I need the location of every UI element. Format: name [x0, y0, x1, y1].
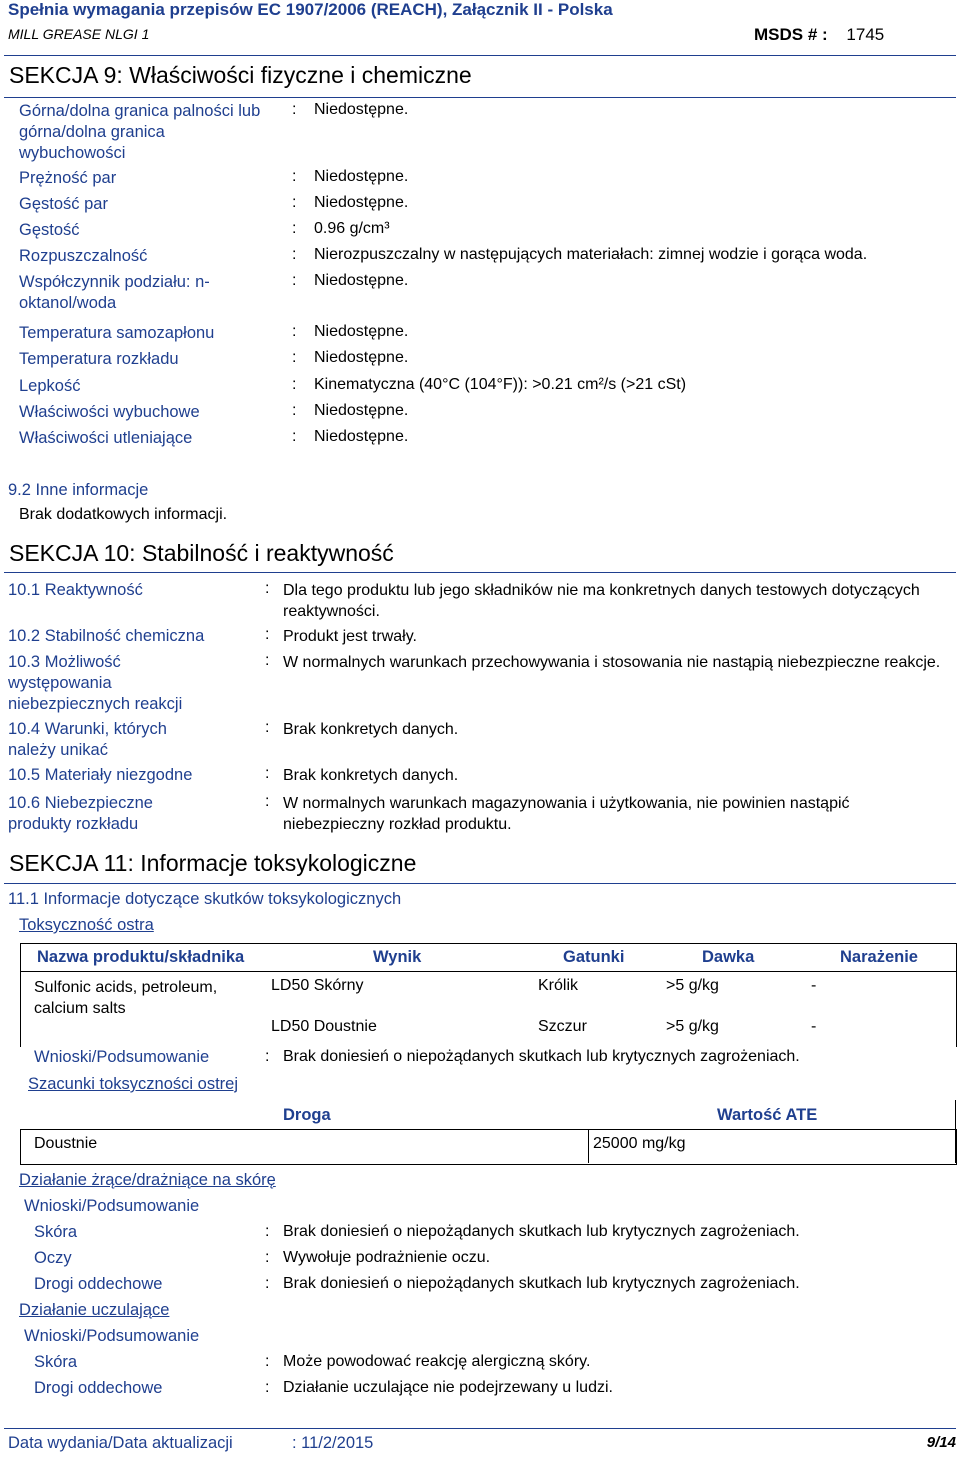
colon: : — [265, 1223, 270, 1240]
effect-label: Skóra — [34, 1223, 78, 1241]
tox-cell-exposure: - — [811, 1018, 817, 1035]
stability-label: 10.1 Reaktywność — [8, 581, 143, 599]
colon: : — [292, 220, 297, 237]
effect-value: Działanie uczulające nie podejrzewany u ludzi. — [283, 1379, 613, 1396]
colon: : — [292, 194, 297, 211]
property-label: Temperatura samozapłonu — [19, 324, 215, 342]
property-label: Właściwości wybuchowe — [19, 403, 200, 421]
ate-header-value: Wartość ATE — [717, 1106, 818, 1124]
msds-number-block — [754, 25, 884, 45]
property-value: Niedostępne. — [314, 349, 409, 366]
tox-header-exposure: Narażenie — [840, 948, 918, 966]
colon: : — [292, 349, 297, 366]
effect-label: Skóra — [34, 1353, 78, 1371]
msds-number: 1745 — [846, 25, 885, 44]
colon: : — [265, 580, 270, 597]
tox-cell-species: Szczur — [538, 1018, 587, 1035]
ate-route: Doustnie — [34, 1135, 98, 1152]
other-info-heading: 9.2 Inne informacje — [8, 481, 149, 499]
tox-header-result: Wynik — [373, 948, 422, 966]
effect-label: Oczy — [34, 1249, 72, 1267]
skin-corrosion-conclusions: Wnioski/Podsumowanie — [24, 1197, 200, 1215]
section10-title: SEKCJA 10: Stabilność i reaktywność — [9, 540, 394, 566]
property-value: Niedostępne. — [314, 428, 409, 445]
tox-header-name: Nazwa produktu/składnika — [37, 948, 245, 966]
colon: : — [292, 101, 297, 118]
stability-label: 10.4 Warunki, których należy unikać — [8, 720, 167, 759]
tox-cell-result: LD50 Skórny — [271, 977, 364, 994]
effect-value: Może powodować reakcję alergiczną skóry. — [283, 1353, 591, 1370]
tox-cell-species: Królik — [538, 977, 579, 994]
footer-rule — [4, 1428, 956, 1429]
effect-value: Brak doniesień o niepożądanych skutkach lub krytycznych zagrożeniach. — [283, 1275, 800, 1292]
property-value: Niedostępne. — [314, 402, 409, 419]
ate-label: Szacunki toksyczności ostrej — [28, 1075, 238, 1093]
colon: : — [265, 1048, 270, 1065]
stability-value: Brak konkretych danych. — [283, 721, 459, 738]
other-info-text: Brak dodatkowych informacji. — [19, 506, 228, 523]
colon: : — [265, 719, 270, 736]
stability-label: 10.6 Niebezpieczne produkty rozkładu — [8, 794, 153, 833]
property-value: Niedostępne. — [314, 194, 409, 211]
colon: : — [292, 323, 297, 340]
effect-value: Wywołuje podrażnienie oczu. — [283, 1249, 491, 1266]
conclusions-value: Brak doniesień o niepożądanych skutkach lub krytycznych zagrożeniach. — [283, 1048, 800, 1065]
colon: : — [292, 428, 297, 445]
tox-header-species: Gatunki — [563, 948, 625, 966]
colon: : — [265, 626, 270, 643]
tox-cell-exposure: - — [811, 977, 817, 994]
effect-label: Drogi oddechowe — [34, 1379, 163, 1397]
colon: : — [292, 272, 297, 289]
regulation-header: Spełnia wymagania przepisów EC 1907/2006 (REACH), Załącznik II - Polska — [8, 0, 613, 19]
colon: : — [265, 1353, 270, 1370]
colon: : — [292, 376, 297, 393]
property-label: Gęstość — [19, 221, 80, 239]
ate-row-box — [20, 1129, 957, 1165]
ate-cell-divider — [588, 1129, 589, 1163]
acute-toxicity-label: Toksyczność ostra — [19, 916, 154, 934]
section10-rule — [4, 572, 956, 573]
colon: : — [265, 1379, 270, 1396]
stability-value: W normalnych warunkach przechowywania i stosowania nie nastąpią niebezpieczne reakcje. — [283, 654, 941, 671]
stability-value: Brak konkretych danych. — [283, 767, 459, 784]
stability-label: 10.2 Stabilność chemiczna — [8, 627, 205, 645]
property-label: Współczynnik podziału: n-oktanol/woda — [19, 273, 210, 312]
effect-label: Drogi oddechowe — [34, 1275, 163, 1293]
tox-cell-result: LD50 Doustnie — [271, 1018, 377, 1035]
property-label: Temperatura rozkładu — [19, 350, 179, 368]
colon: : — [265, 793, 270, 810]
conclusions-label: Wnioski/Podsumowanie — [34, 1048, 210, 1066]
property-label: Górna/dolna granica palności lub górna/dolna granica wybuchowości — [19, 102, 261, 162]
property-value: Niedostępne. — [314, 272, 409, 289]
stability-label: 10.3 Możliwość występowania niebezpiecznych reakcji — [8, 653, 183, 713]
footer-date-label: Data wydania/Data aktualizacji — [8, 1434, 233, 1452]
sensitization-label: Działanie uczulające — [19, 1301, 170, 1319]
colon: : — [292, 402, 297, 419]
product-name: MILL GREASE NLGI 1 — [8, 26, 150, 42]
property-value: Niedostępne. — [314, 168, 409, 185]
section11-rule — [4, 883, 956, 884]
property-value: 0.96 g/cm³ — [314, 220, 390, 237]
colon: : — [265, 1249, 270, 1266]
colon: : — [265, 652, 270, 669]
effect-value: Brak doniesień o niepożądanych skutkach lub krytycznych zagrożeniach. — [283, 1223, 800, 1240]
tox-header-rule — [20, 971, 956, 972]
tox-cell-name: Sulfonic acids, petroleum, calcium salts — [34, 979, 218, 1017]
property-label: Gęstość par — [19, 195, 108, 213]
colon: : — [265, 1275, 270, 1292]
ate-header-route: Droga — [283, 1106, 331, 1124]
tox-cell-dose: >5 g/kg — [666, 977, 719, 994]
property-label: Lepkość — [19, 377, 81, 395]
tox-header-dose: Dawka — [702, 948, 755, 966]
section9-title: SEKCJA 9: Właściwości fizyczne i chemiczne — [9, 62, 472, 88]
property-value: Niedostępne. — [314, 323, 409, 340]
property-label: Właściwości utleniające — [19, 429, 193, 447]
colon: : — [292, 246, 297, 263]
ate-value: 25000 mg/kg — [593, 1135, 686, 1152]
toxicology-subheading: 11.1 Informacje dotyczące skutków toksykologicznych — [8, 890, 402, 908]
stability-value: Produkt jest trwały. — [283, 628, 417, 645]
colon: : — [265, 765, 270, 782]
stability-label: 10.5 Materiały niezgodne — [8, 766, 193, 784]
property-value: Nierozpuszczalny w następujących materiałach: zimnej wodzie i gorąca woda. — [314, 246, 868, 263]
property-value: Kinematyczna (40°C (104°F)): >0.21 cm²/s (>21 cSt) — [314, 376, 687, 393]
page-number: 9/14 — [926, 1434, 956, 1451]
msds-label: MSDS # : — [754, 25, 828, 44]
section11-title: SEKCJA 11: Informacje toksykologiczne — [9, 850, 417, 876]
stability-value: Dla tego produktu lub jego składników nie ma konkretnych danych testowych dotyczących reaktywności. — [283, 582, 920, 620]
footer-date-value: : 11/2/2015 — [292, 1434, 374, 1452]
skin-corrosion-label: Działanie żrące/drażniące na skórę — [19, 1171, 276, 1189]
sensitization-conclusions: Wnioski/Podsumowanie — [24, 1327, 200, 1345]
colon: : — [292, 168, 297, 185]
property-label: Rozpuszczalność — [19, 247, 148, 265]
tox-cell-dose: >5 g/kg — [666, 1018, 719, 1035]
stability-value: W normalnych warunkach magazynowania i użytkowania, nie powinien nastąpić niebezpieczny rozkład produktu. — [283, 795, 850, 833]
property-value: Niedostępne. — [314, 101, 409, 118]
property-label: Prężność par — [19, 169, 117, 187]
